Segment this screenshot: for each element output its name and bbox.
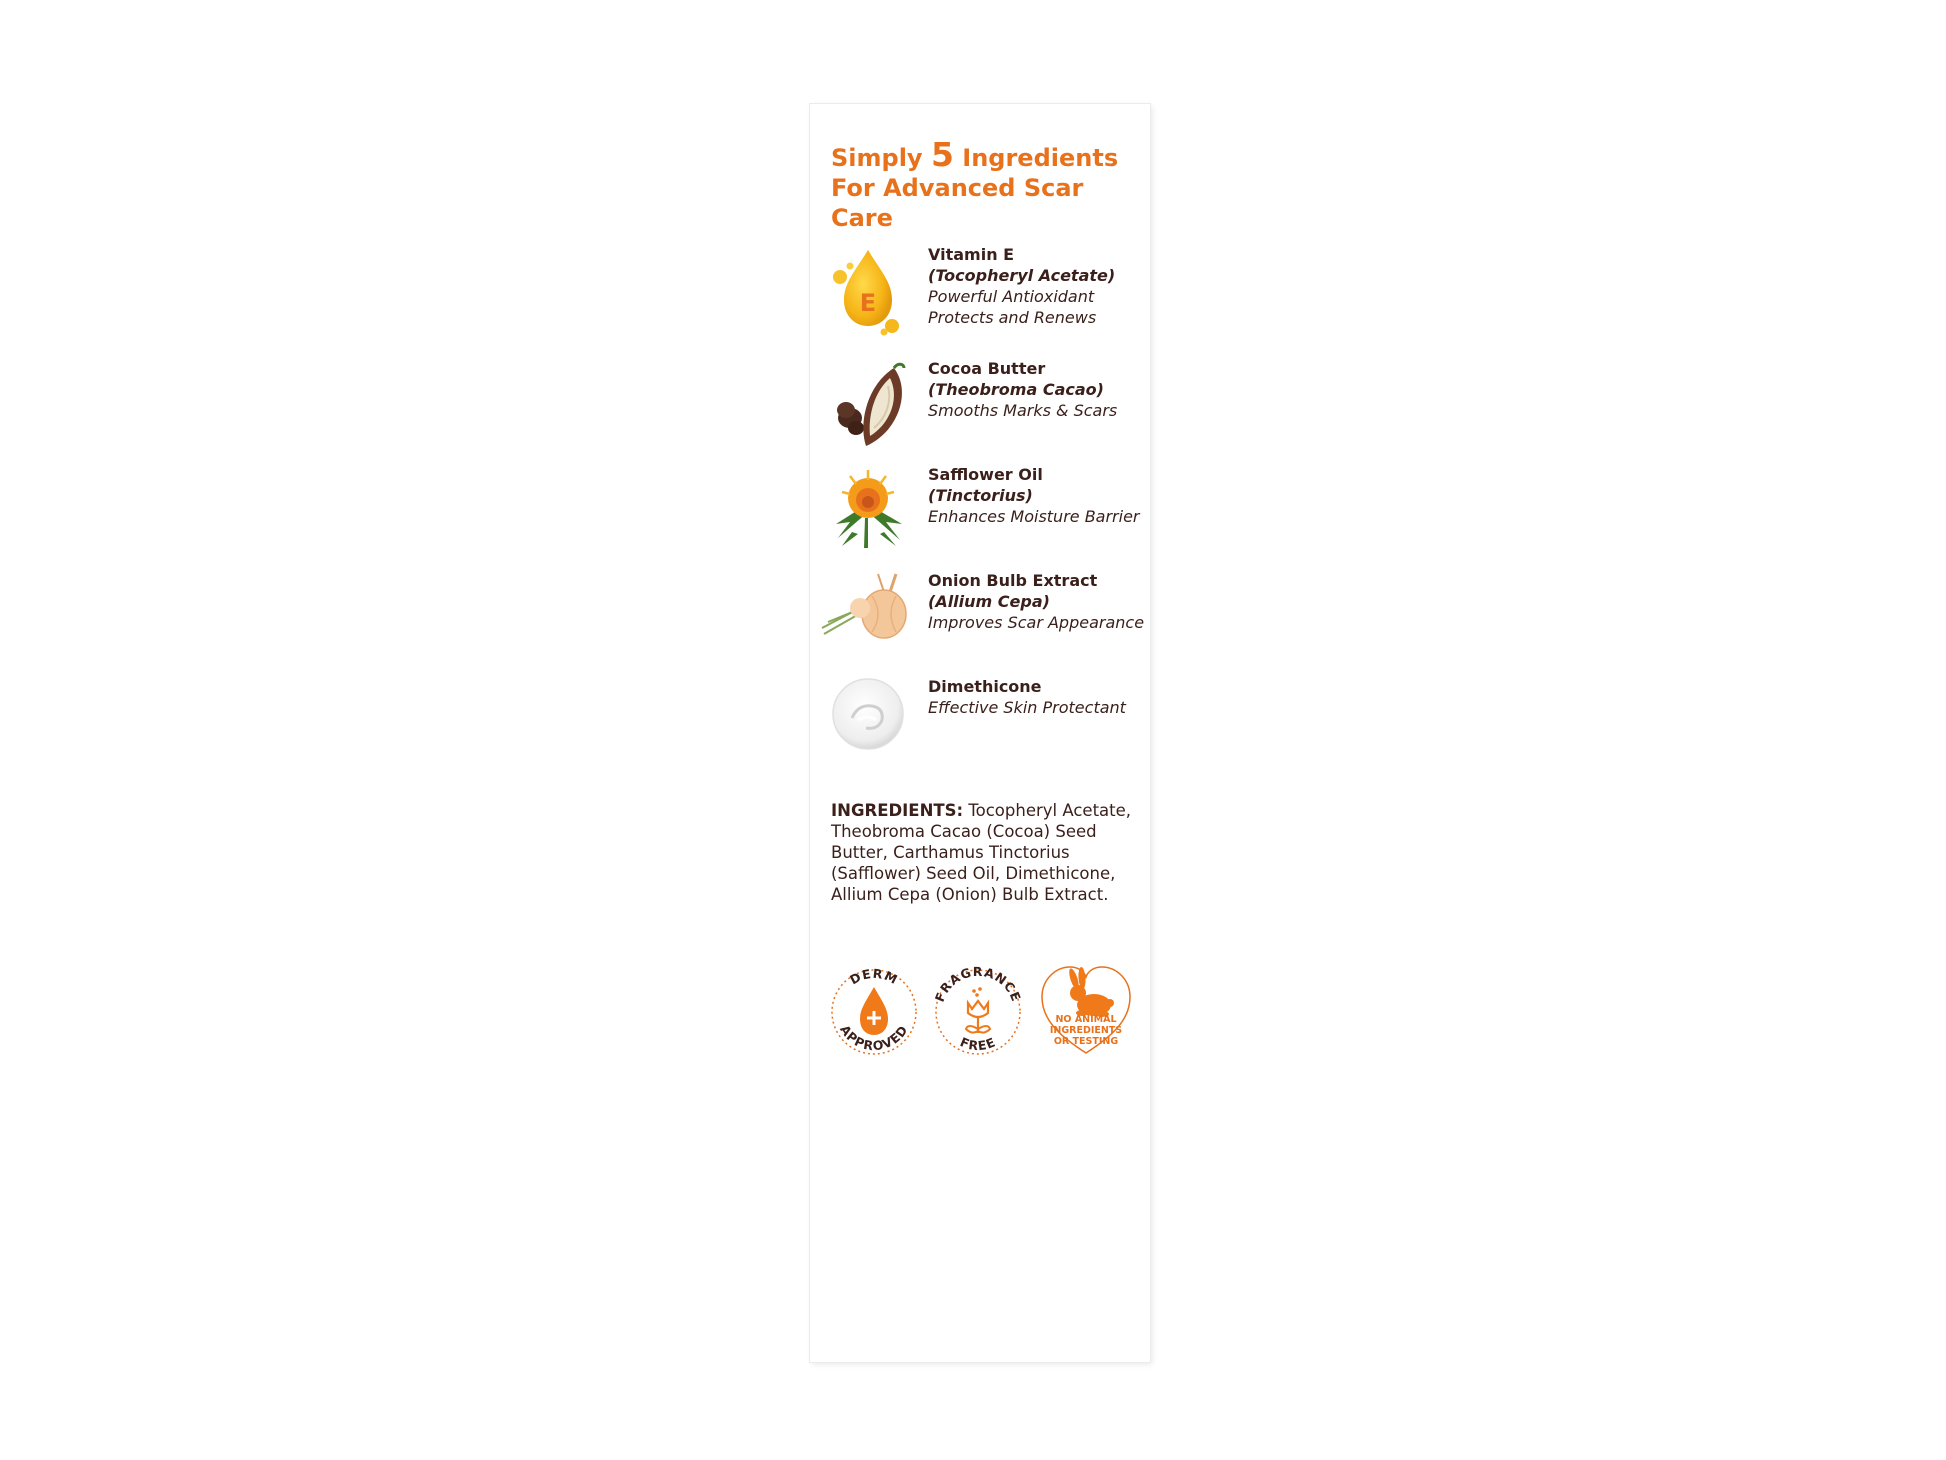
derm-approved-badge	[826, 959, 922, 1065]
ingredient-onion-bulb-extract	[810, 570, 1150, 660]
ingredient-vitamin-e	[810, 244, 1150, 334]
certification-badges	[826, 959, 1146, 1069]
fragrance-free-badge	[930, 959, 1026, 1065]
dimethicone-gel-icon	[828, 674, 906, 752]
no-animal-text	[1038, 1014, 1134, 1047]
no-animal-line1: NO ANIMAL	[1055, 1014, 1117, 1025]
ingredient-benefit: Protects and Renews	[928, 308, 1097, 327]
ingredient-scientific-name: (Allium Cepa)	[928, 592, 1050, 611]
ingredient-name: Vitamin E	[928, 245, 1015, 264]
headline-number: 5	[930, 135, 954, 174]
ingredients-label: INGREDIENTS:	[831, 801, 964, 820]
svg-text:DERM: DERM	[847, 965, 901, 988]
ingredient-name: Safflower Oil	[928, 465, 1043, 484]
ingredient-name: Onion Bulb Extract	[928, 571, 1098, 590]
ingredient-name: Cocoa Butter	[928, 359, 1046, 378]
svg-text:E: E	[859, 289, 877, 317]
ingredient-cocoa-butter	[810, 358, 1150, 448]
rabbit-icon	[1067, 967, 1114, 1017]
ingredient-benefit: Powerful Antioxidant	[928, 287, 1095, 306]
ingredient-text	[928, 676, 1148, 718]
headline-line1-suffix: Ingredients	[953, 144, 1119, 172]
product-side-panel	[810, 104, 1150, 1362]
headline-prefix: Simply	[831, 144, 931, 172]
cocoa-pod-icon	[828, 362, 906, 440]
ingredient-text	[928, 244, 1148, 328]
ingredient-safflower-oil	[810, 464, 1150, 554]
ingredient-benefit: Improves Scar Appearance	[928, 613, 1145, 632]
vitamin-e-drop-icon	[828, 244, 906, 322]
headline	[831, 135, 1141, 233]
ingredient-benefit: Effective Skin Protectant	[928, 698, 1126, 717]
ingredient-scientific-name: (Tinctorius)	[928, 486, 1033, 505]
onion-bulb-icon	[820, 566, 906, 644]
no-animal-testing-badge	[1038, 959, 1134, 1065]
svg-text:FRAGRANCE: FRAGRANCE	[931, 963, 1025, 1004]
svg-text:FREE: FREE	[957, 1034, 999, 1054]
no-animal-line3: OR TESTING	[1053, 1036, 1119, 1047]
ingredient-text	[928, 464, 1148, 527]
headline-line2: For Advanced Scar Care	[831, 174, 1084, 232]
safflower-icon	[828, 462, 906, 540]
ingredient-text	[928, 358, 1148, 421]
ingredient-scientific-name: (Tocopheryl Acetate)	[928, 266, 1116, 285]
no-animal-line2: INGREDIENTS	[1049, 1025, 1123, 1036]
ingredient-name: Dimethicone	[928, 677, 1042, 696]
ingredient-scientific-name: (Theobroma Cacao)	[928, 380, 1104, 399]
ingredient-dimethicone	[810, 676, 1150, 766]
ingredient-benefit: Enhances Moisture Barrier	[928, 507, 1140, 526]
ingredient-text	[928, 570, 1148, 633]
ingredients-text: Tocopheryl Acetate, Theobroma Cacao (Cocoa) Seed Butter, Carthamus Tinctorius (Safflower) Seed Oil, Dimethicone, Allium Cepa (Onion) Bulb Extract.	[831, 801, 1132, 904]
ingredient-benefit: Smooths Marks & Scars	[928, 401, 1118, 420]
ingredients-statement	[831, 800, 1136, 905]
svg-text:APPROVED: APPROVED	[837, 1022, 911, 1054]
